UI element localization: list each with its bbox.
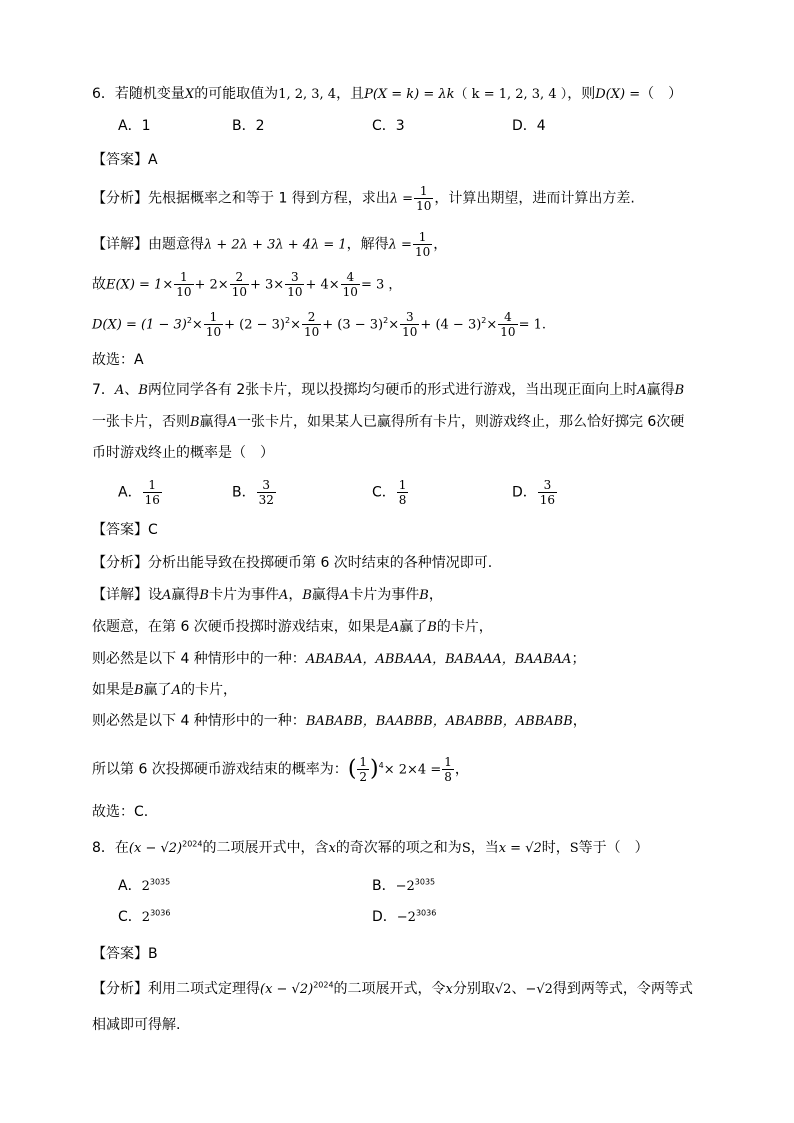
q6-option-d[interactable]: D．4: [512, 118, 546, 134]
q7-option-c[interactable]: C． $\frac{1}{8}$: [372, 478, 407, 507]
q6-option-b[interactable]: B．2: [232, 118, 265, 134]
q7-stem-line1: 7．A、B两位同学各有 2张卡片，现以投掷均匀硬币的形式进行游戏，当出现正面向上时A赢得B: [92, 382, 685, 398]
q8-option-a[interactable]: A．$2^{3035}$: [118, 877, 171, 894]
q8-option-c[interactable]: C．$2^{3036}$: [118, 908, 171, 925]
q7-option-d[interactable]: D． $\frac{3}{16}$: [512, 478, 556, 507]
q8-answer: 【答案】B: [92, 946, 158, 962]
q6-expectation: 故E(X) = 1× $\frac{1}{10}$ + 2× $\frac{2}{10}$ + 3× $\frac{3}{10}$ + 4× $\frac{4}{10}$ = 3 ，: [92, 270, 402, 299]
q7-detail-line2: 则必然是以下 4 种情形中的一种：ABABAA，ABBAAA，BABAAA，BAABAA；: [92, 651, 586, 667]
q7-detail-line3: 如果是B赢了A的卡片，: [92, 682, 237, 698]
q6-detail: 【详解】由题意得λ + 2λ + 3λ + 4λ = 1，解得λ = $\frac{1}{10}$ ，: [92, 230, 448, 259]
q8-option-d[interactable]: D．$-2^{3036}$: [372, 908, 437, 925]
q7-stem-line2: 一张卡片，否则B赢得A一张卡片，如果某人已赢得所有卡片，则游戏终止，那么恰好掷完 6次硬: [92, 414, 685, 430]
q7-conclusion: 故选：C.: [92, 804, 149, 820]
q7-analysis: 【分析】分析出能导致在投掷硬币第 6 次时结束的各种情况即可.: [92, 555, 493, 571]
q6-variance: $D(X) = (1 - 3)^2\times$ $\frac{1}{10}$ + $(2 - 3)^2\times$ $\frac{2}{10}$ + $(3 - 3)^2\times$ $\frac{3}{10}$ + $(4 - 3)^2\times$ $\frac{4}{10}$ = 1.: [92, 310, 547, 339]
q6-option-c[interactable]: C．3: [372, 118, 405, 134]
q7-detail-line4: 则必然是以下 4 种情形中的一种：BABABB，BAABBB，ABABBB，ABBABB，: [92, 713, 587, 729]
q7-stem-line3: 币时游戏终止的概率是（ ）: [92, 445, 274, 461]
q7-detail: 【详解】设A赢得B卡片为事件A，B赢得A卡片为事件B，: [92, 587, 443, 603]
q7-answer: 【答案】C: [92, 522, 158, 538]
q6-stem: 6．若随机变量X的可能取值为1, 2, 3, 4，且P(X = k) = λk（ k = 1, 2, 3, 4 ），则D(X) =（ ）: [92, 86, 683, 102]
q6-analysis: 【分析】先根据概率之和等于 1 得到方程，求出λ = $\frac{1}{10}$ ，计算出期望，进而计算出方差.: [92, 184, 635, 213]
q7-option-b[interactable]: B． $\frac{3}{32}$: [232, 478, 274, 507]
q8-option-b[interactable]: B．$-2^{3035}$: [372, 877, 436, 894]
q7-detail-line5: 所以第 6 次投掷硬币游戏结束的概率为：( $\frac{1}{2}$ )$^4$× 2×4 = $\frac{1}{8}$ ，: [92, 755, 469, 784]
q8-analysis-line2: 相减即可得解.: [92, 1017, 181, 1033]
q6-answer: 【答案】A: [92, 152, 158, 168]
q7-detail-line1: 依题意，在第 6 次硬币投掷时游戏结束，如果是A赢了B的卡片，: [92, 619, 493, 635]
q8-stem: 8．在$(x - √2)^{2024}$的二项展开式中，含x的奇次幂的项之和为S，当x = √2时，S等于（ ）: [92, 839, 649, 856]
q6-conclusion: 故选：A: [92, 352, 144, 368]
q7-option-a[interactable]: A． $\frac{1}{16}$: [118, 478, 160, 507]
q8-analysis: 【分析】利用二项式定理得$(x - √2)^{2024}$的二项展开式，令x分别取√2、−√2得到两等式，令两等式: [92, 980, 693, 997]
q6-option-a[interactable]: A．1: [118, 118, 151, 134]
